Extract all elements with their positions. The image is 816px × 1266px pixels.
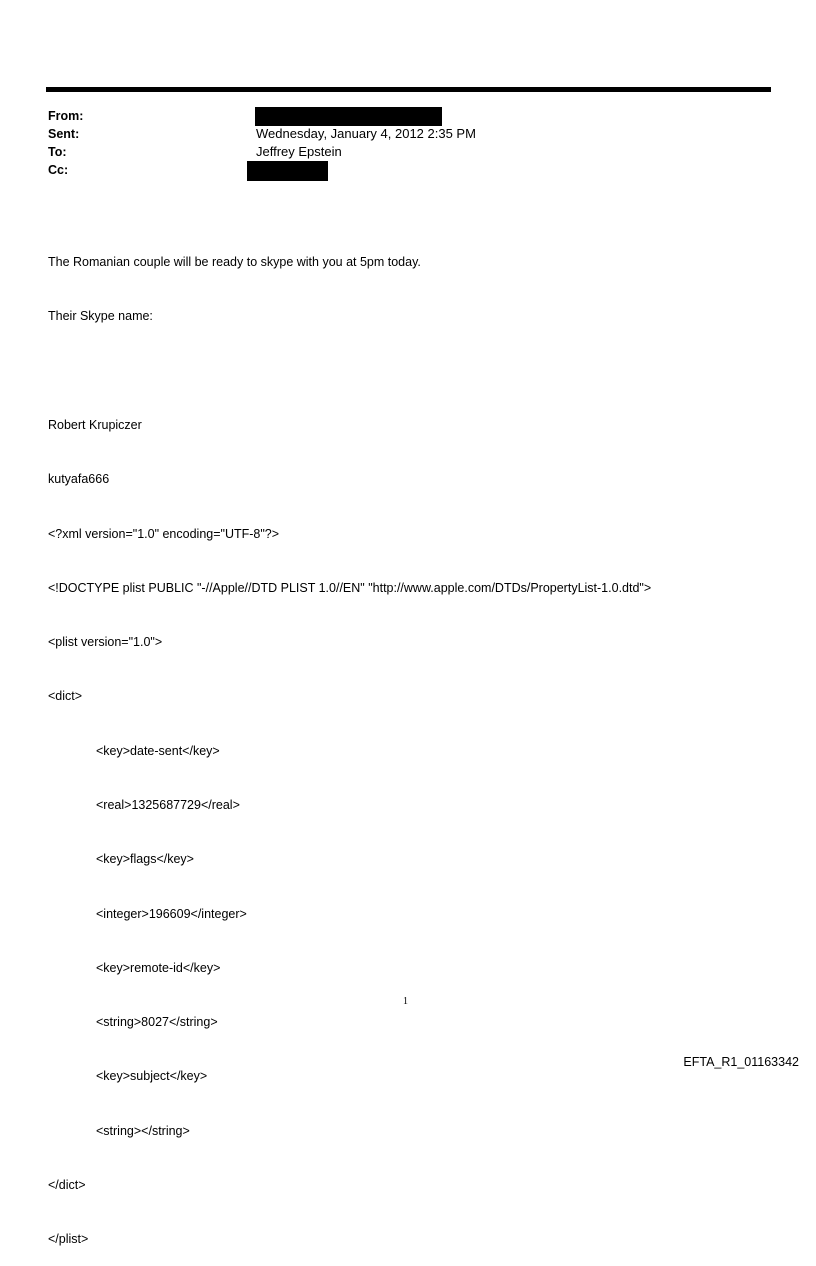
body-line: <?xml version="1.0" encoding="UTF-8"?>: [48, 526, 280, 541]
from-redaction: [255, 107, 442, 126]
sent-label: Sent:: [48, 127, 80, 141]
email-body: [48, 217, 651, 1266]
body-line: kutyafa666: [48, 472, 110, 487]
page-number: 1: [403, 996, 408, 1007]
cc-label: Cc:: [48, 163, 69, 177]
body-line: <key>subject</key>: [96, 1069, 208, 1084]
body-line: <key>flags</key>: [96, 852, 194, 867]
body-line: <key>remote-id</key>: [96, 960, 221, 975]
body-line: </dict>: [48, 1177, 86, 1192]
to-label: To:: [48, 145, 67, 159]
body-line: The Romanian couple will be ready to skype with you at 5pm today.: [48, 255, 421, 270]
body-line: <integer>196609</integer>: [96, 906, 247, 921]
body-line: </plist>: [48, 1232, 89, 1247]
from-label: From:: [48, 109, 84, 123]
body-line: <key>date-sent</key>: [96, 743, 220, 758]
body-line: [48, 362, 651, 380]
body-line: <string></string>: [96, 1123, 190, 1138]
body-line: <!DOCTYPE plist PUBLIC "-//Apple//DTD PLIST 1.0//EN" "http://www.apple.com/DTDs/PropertyList-1.0.dtd">: [48, 580, 652, 595]
body-line: Robert Krupiczer: [48, 418, 142, 433]
body-line: <dict>: [48, 689, 83, 704]
body-line: Their Skype name:: [48, 309, 153, 324]
bates-number: EFTA_R1_01163342: [683, 1055, 799, 1069]
body-line: <real>1325687729</real>: [96, 798, 240, 812]
header-rule: [46, 87, 771, 92]
to-value: Jeffrey Epstein: [256, 144, 342, 159]
cc-redaction: [247, 161, 328, 181]
sent-value: Wednesday, January 4, 2012 2:35 PM: [256, 126, 476, 141]
body-line: <string>8027</string>: [96, 1015, 218, 1030]
body-line: <plist version="1.0">: [48, 635, 163, 650]
